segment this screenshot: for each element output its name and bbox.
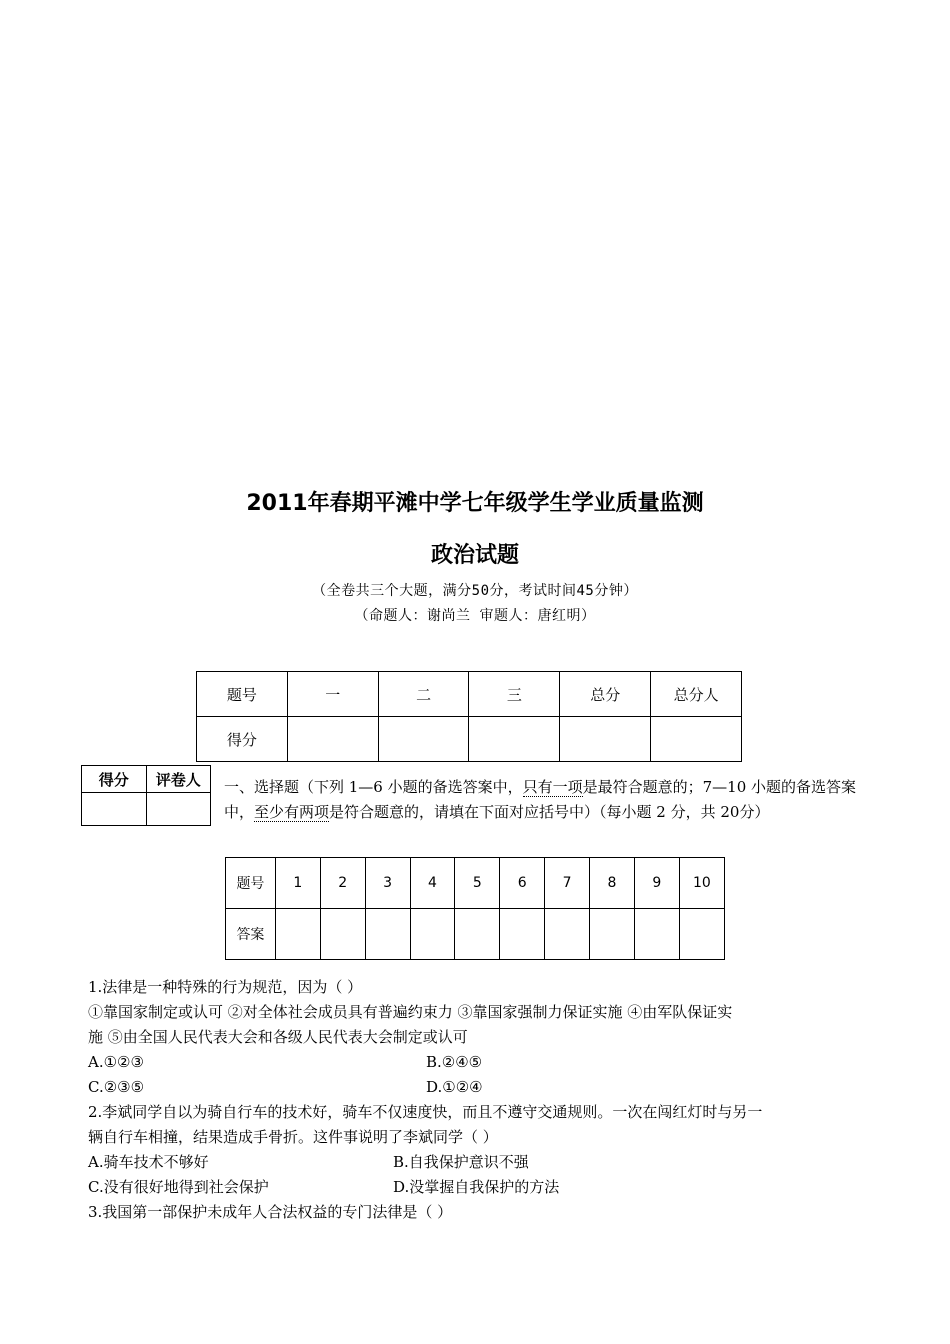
answer-row-label: 答案	[226, 909, 276, 960]
exam-subtitle: 政治试题	[430, 543, 519, 568]
answer-cell[interactable]	[634, 909, 679, 960]
grader-name-label: 评卷人	[146, 766, 211, 793]
exam-title: 2011年春期平滩中学七年级学生学业质量监测	[246, 491, 704, 516]
answer-cell[interactable]	[679, 909, 724, 960]
answer-cell[interactable]	[545, 909, 590, 960]
score-header-cell: 总分人	[651, 672, 742, 717]
score-cell[interactable]	[378, 717, 469, 762]
grader-name-cell[interactable]	[146, 793, 211, 826]
answer-number: 8	[590, 858, 635, 909]
score-header-cell: 三	[469, 672, 560, 717]
score-cell[interactable]	[287, 717, 378, 762]
question-2-options-row	[88, 1150, 868, 1175]
answer-number: 3	[365, 858, 410, 909]
score-cell[interactable]	[560, 717, 651, 762]
option-d: D.①②④	[426, 1078, 483, 1096]
grader-table	[81, 765, 211, 826]
exam-info-note: （全卷共三个大题，满分50分，考试时间45分钟）	[312, 583, 638, 599]
answer-cell[interactable]	[500, 909, 545, 960]
section-one-instructions	[224, 775, 864, 825]
option-b: B.自我保护意识不强	[393, 1153, 529, 1171]
answer-cell[interactable]	[410, 909, 455, 960]
question-1-items: ①靠国家制定或认可 ②对全体社会成员具有普遍约束力 ③靠国家强制力保证实施 ④由军队保证实	[88, 1003, 733, 1021]
answer-number: 10	[679, 858, 724, 909]
answer-number: 7	[545, 858, 590, 909]
question-list	[88, 975, 868, 1225]
question-1-stem: 1.法律是一种特殊的行为规范，因为（ ）	[88, 978, 363, 996]
answer-number: 4	[410, 858, 455, 909]
option-a: A.骑车技术不够好	[88, 1153, 209, 1171]
option-b: B.②④⑤	[426, 1053, 483, 1071]
instructions-part: 一、选择题（下列 1—6 小题的备选答案中，	[224, 778, 523, 796]
score-table-value-row	[197, 717, 742, 762]
score-cell[interactable]	[651, 717, 742, 762]
score-summary-table	[196, 671, 742, 762]
grader-score-cell[interactable]	[82, 793, 147, 826]
score-header-cell: 二	[378, 672, 469, 717]
option-c: C.②③⑤	[88, 1078, 145, 1096]
answer-number: 2	[320, 858, 365, 909]
option-a: A.①②③	[88, 1053, 144, 1071]
score-table-header-row	[197, 672, 742, 717]
score-cell[interactable]	[469, 717, 560, 762]
answer-cell[interactable]	[590, 909, 635, 960]
answer-header-row	[226, 858, 725, 909]
emphasis-at-least-two: 至少有两项	[254, 803, 330, 821]
exam-authors-note: （命题人：谢尚兰 审题人：唐红明）	[354, 608, 596, 624]
question-2-stem: 2.李斌同学自以为骑自行车的技术好，骑车不仅速度快，而且不遵守交通规则。一次在闯红灯时与另一	[88, 1103, 763, 1121]
answer-cell[interactable]	[275, 909, 320, 960]
question-1-options-row	[88, 1075, 868, 1100]
grader-value-row	[82, 793, 211, 826]
option-c: C.没有很好地得到社会保护	[88, 1178, 269, 1196]
answer-number: 9	[634, 858, 679, 909]
answer-value-row	[226, 909, 725, 960]
answer-cell[interactable]	[320, 909, 365, 960]
answer-header-label: 题号	[226, 858, 276, 909]
score-header-cell: 一	[287, 672, 378, 717]
score-header-cell: 总分	[560, 672, 651, 717]
answer-number: 1	[275, 858, 320, 909]
grader-header-row	[82, 766, 211, 793]
answer-cell[interactable]	[365, 909, 410, 960]
answer-number: 5	[455, 858, 500, 909]
instructions-part: 是符合题意的，请填在下面对应括号中）（每小题 2 分，共 20分）	[329, 803, 770, 821]
score-header-cell: 题号	[197, 672, 288, 717]
answer-table	[225, 857, 725, 960]
question-3-stem: 3.我国第一部保护未成年人合法权益的专门法律是（ ）	[88, 1203, 453, 1221]
question-1-items: 施 ⑤由全国人民代表大会和各级人民代表大会制定或认可	[88, 1028, 468, 1046]
question-1-options-row	[88, 1050, 868, 1075]
score-row-label: 得分	[197, 717, 288, 762]
question-2-options-row	[88, 1175, 868, 1200]
option-d: D.没掌握自我保护的方法	[393, 1178, 560, 1196]
question-2-stem: 辆自行车相撞，结果造成手骨折。这件事说明了李斌同学（ ）	[88, 1128, 498, 1146]
answer-number: 6	[500, 858, 545, 909]
instructions-part: 是最符合题意的；7—10 小题的备选答案中，	[224, 778, 857, 821]
answer-cell[interactable]	[455, 909, 500, 960]
grader-score-label: 得分	[82, 766, 147, 793]
emphasis-only-one: 只有一项	[522, 778, 583, 796]
